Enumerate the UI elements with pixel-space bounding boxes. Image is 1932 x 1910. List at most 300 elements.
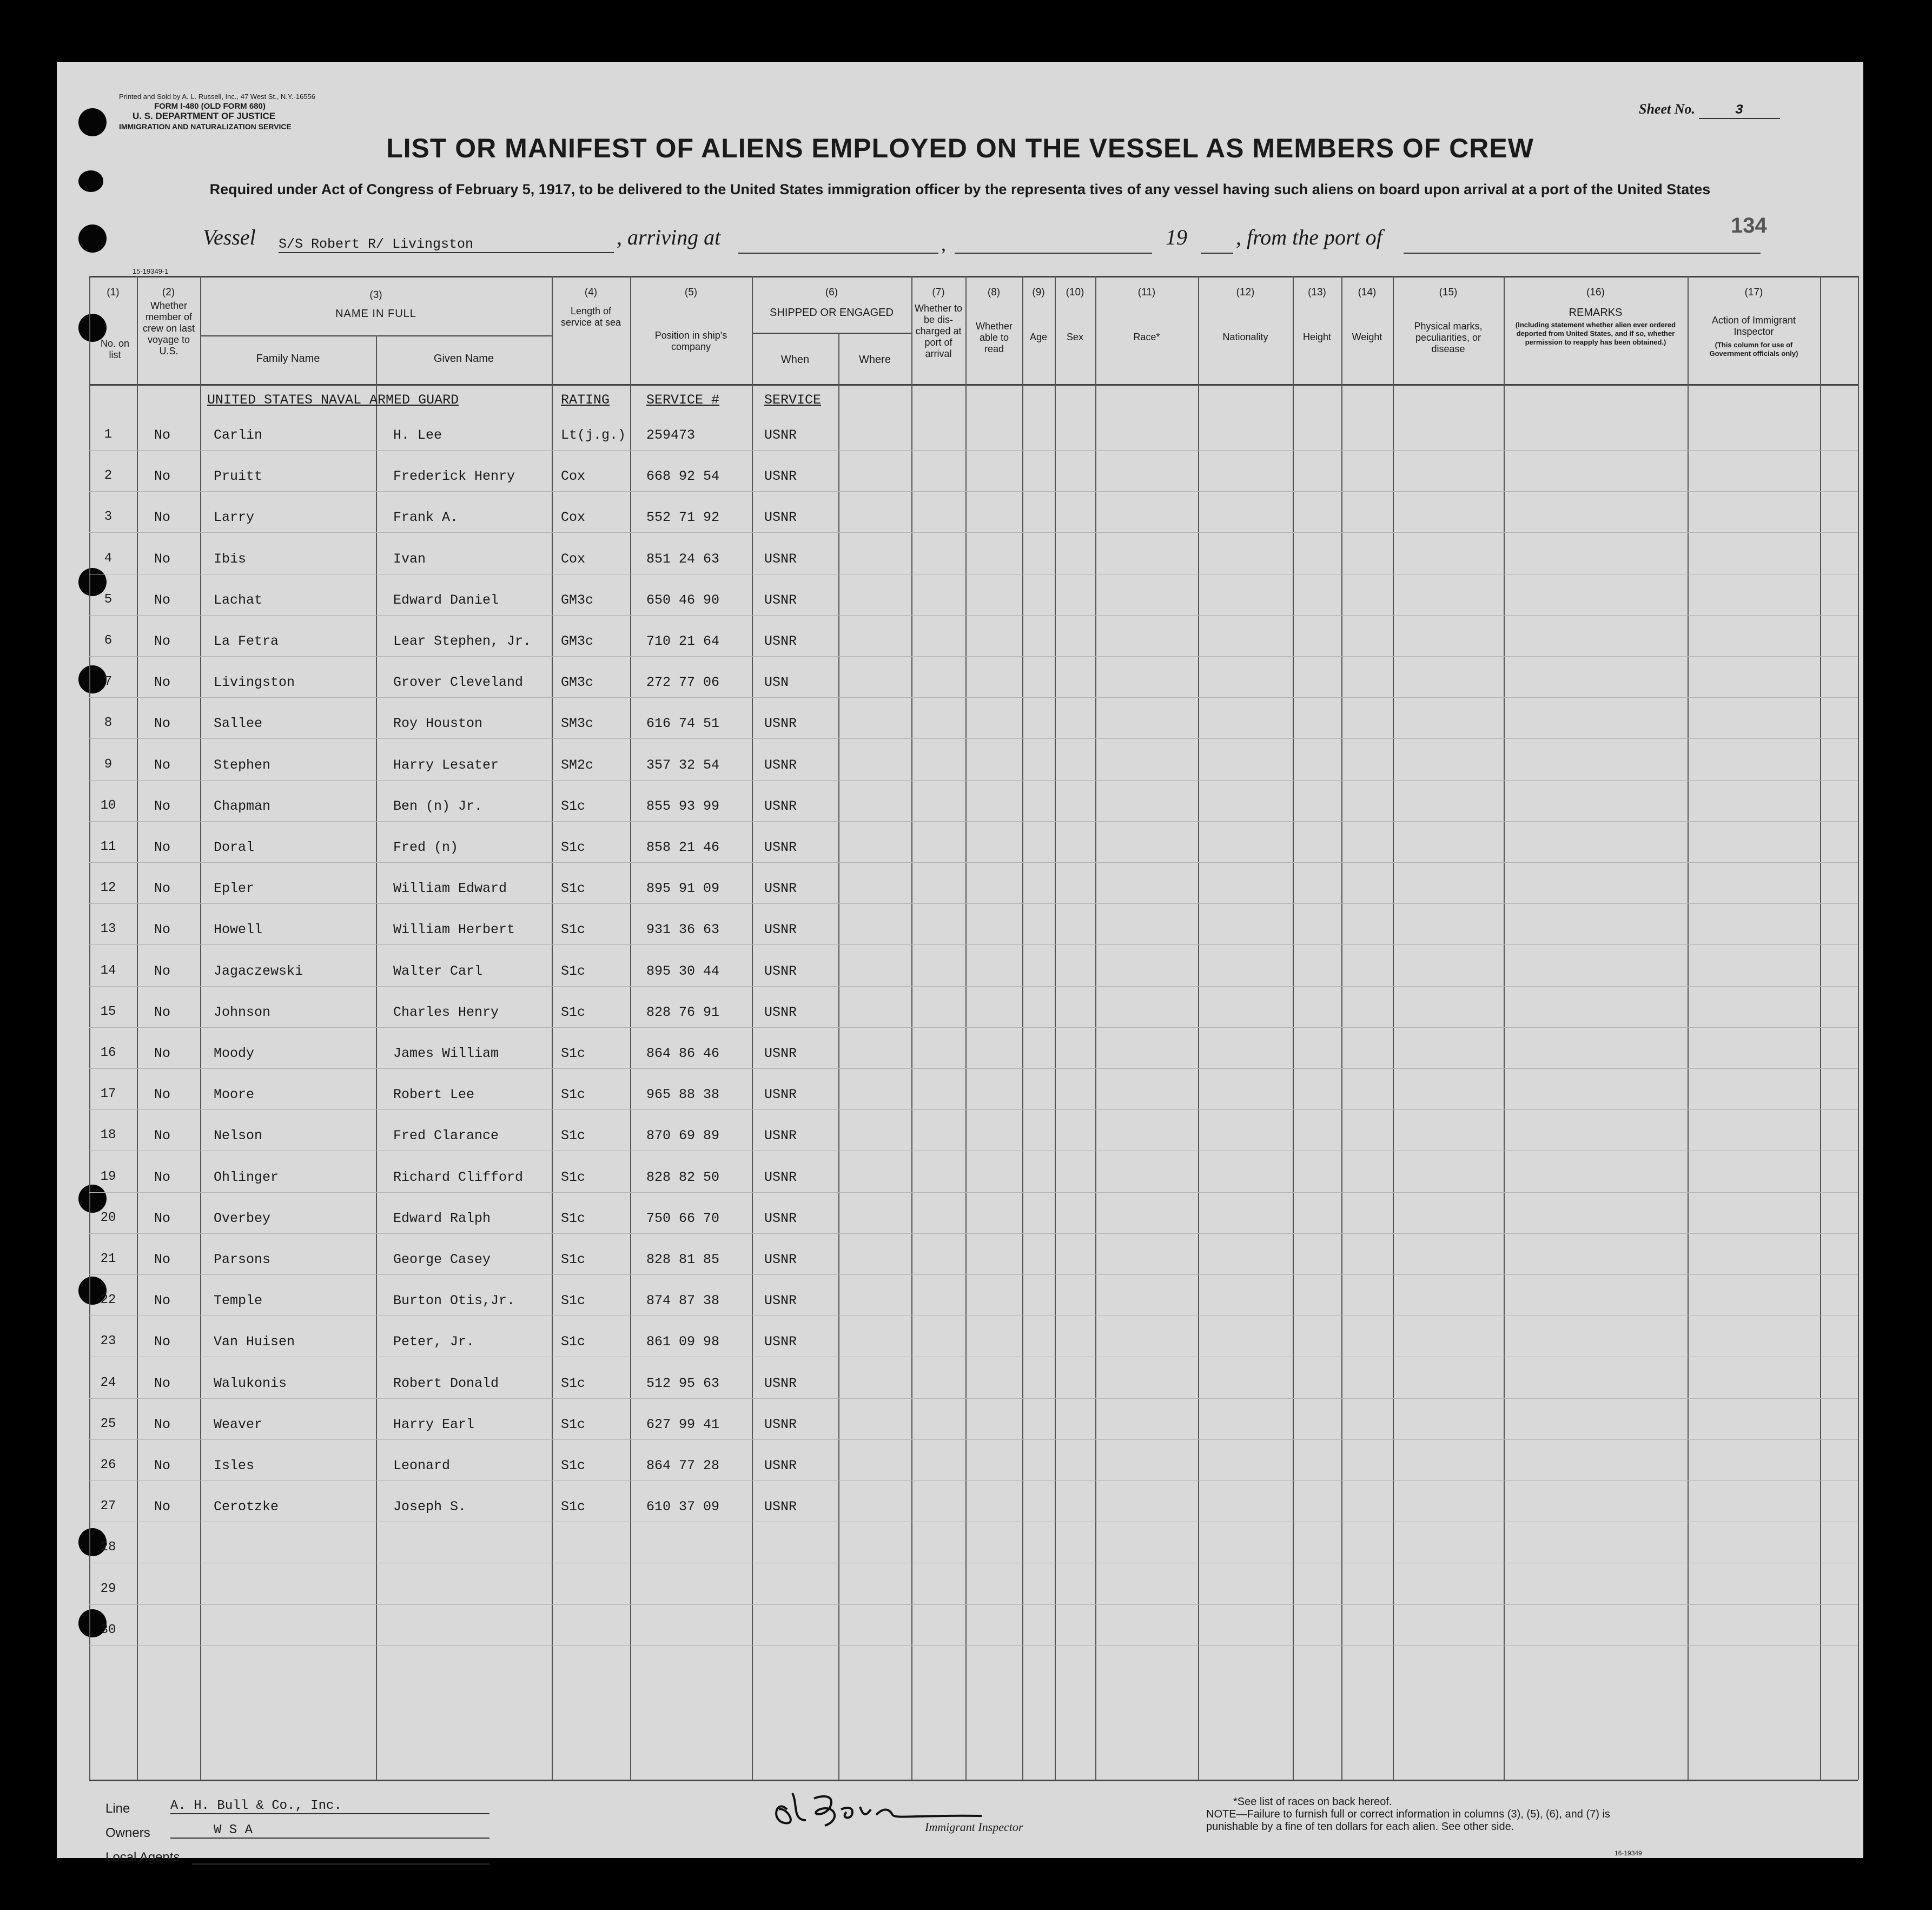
col17-sublabel: (This column for use of Government officials only) bbox=[1709, 341, 1798, 358]
service-branch: USNR bbox=[764, 716, 797, 732]
row-number: 2 bbox=[104, 468, 113, 484]
row-rule bbox=[89, 1439, 1858, 1440]
given-name: Burton Otis,Jr. bbox=[393, 1293, 515, 1309]
row-rule bbox=[89, 738, 1858, 739]
service-number: 259473 bbox=[646, 427, 696, 443]
line-label: Line bbox=[105, 1801, 130, 1816]
service-branch: USNR bbox=[764, 1375, 797, 1391]
col1-number: (1) bbox=[107, 287, 120, 298]
column-divider bbox=[1198, 276, 1199, 1780]
crew-last-voyage: No bbox=[154, 1293, 171, 1309]
column-divider bbox=[1393, 276, 1394, 1780]
column-divider bbox=[1022, 276, 1023, 1780]
col4-label: Length of service at sea bbox=[560, 306, 621, 328]
from-port-label: , from the port of bbox=[1236, 225, 1382, 249]
local-agents-label: Local Agents bbox=[105, 1850, 180, 1865]
row-number: 30 bbox=[100, 1622, 116, 1637]
row-rule bbox=[89, 450, 1858, 451]
column-divider bbox=[1688, 276, 1689, 1780]
row-number: 27 bbox=[100, 1499, 116, 1514]
owners-label: Owners bbox=[105, 1826, 150, 1840]
service-branch: USNR bbox=[764, 592, 797, 608]
crew-last-voyage: No bbox=[154, 922, 171, 938]
row-number: 14 bbox=[100, 963, 116, 978]
row-number: 21 bbox=[100, 1252, 116, 1266]
col13-label: Height bbox=[1302, 332, 1332, 342]
given-name: Frederick Henry bbox=[393, 468, 515, 485]
crew-last-voyage: No bbox=[154, 716, 171, 732]
arriving-port-field bbox=[738, 253, 938, 254]
crew-last-voyage: No bbox=[154, 798, 171, 814]
row-number: 1 bbox=[104, 427, 113, 442]
column-divider bbox=[1293, 276, 1294, 1780]
rating: S1c bbox=[561, 881, 586, 897]
col17-number: (17) bbox=[1744, 287, 1763, 298]
page-stamp: 134 bbox=[1731, 214, 1767, 237]
column-divider bbox=[752, 276, 753, 1780]
sheet-label: Sheet No. bbox=[1639, 101, 1695, 117]
col13-number: (13) bbox=[1308, 287, 1326, 298]
crew-last-voyage: No bbox=[154, 1087, 171, 1103]
service-number: 870 69 89 bbox=[646, 1128, 720, 1144]
row-number: 11 bbox=[100, 840, 116, 854]
given-name: Walter Carl bbox=[393, 963, 483, 979]
rating: Cox bbox=[561, 468, 586, 485]
family-name: Temple bbox=[214, 1293, 263, 1309]
col11-number: (11) bbox=[1137, 287, 1156, 298]
family-name-header: Family Name bbox=[256, 353, 320, 365]
crew-last-voyage: No bbox=[154, 1252, 171, 1267]
service-branch: USNR bbox=[764, 922, 797, 938]
row-number: 26 bbox=[100, 1458, 116, 1472]
given-name: Edward Daniel bbox=[393, 592, 499, 608]
service-branch: USNR bbox=[764, 468, 797, 485]
row-rule bbox=[89, 656, 1858, 657]
given-name: Fred (n) bbox=[393, 840, 459, 855]
local-agents-field bbox=[192, 1863, 489, 1865]
col9-number: (9) bbox=[1032, 287, 1045, 298]
column-divider bbox=[1055, 276, 1056, 1780]
rating: S1c bbox=[561, 1334, 586, 1350]
crew-last-voyage: No bbox=[154, 592, 171, 608]
shipped-subheader-rule bbox=[752, 333, 911, 334]
given-name: Harry Lesater bbox=[393, 757, 499, 773]
family-name: Larry bbox=[214, 510, 255, 526]
given-name: Frank A. bbox=[393, 510, 459, 526]
service-branch: USNR bbox=[764, 1458, 797, 1473]
family-name: Sallee bbox=[214, 716, 263, 732]
rating: S1c bbox=[561, 1252, 586, 1267]
crew-last-voyage: No bbox=[154, 1004, 171, 1020]
given-name: George Casey bbox=[393, 1252, 491, 1267]
rating: GM3c bbox=[561, 592, 594, 608]
family-name: La Fetra bbox=[214, 633, 279, 649]
crew-last-voyage: No bbox=[154, 963, 171, 979]
service-branch: USNR bbox=[764, 840, 797, 855]
service-branch: USNR bbox=[764, 1128, 797, 1144]
rating: S1c bbox=[561, 1046, 586, 1061]
row-rule bbox=[89, 862, 1858, 863]
row-number: 17 bbox=[100, 1087, 116, 1102]
service-number: 668 92 54 bbox=[646, 468, 720, 485]
given-name: Ivan bbox=[393, 551, 426, 567]
rating: Cox bbox=[561, 510, 586, 526]
sheet-number-label bbox=[1639, 101, 1780, 119]
family-name: Weaver bbox=[214, 1416, 263, 1432]
service-number: 855 93 99 bbox=[646, 798, 720, 814]
family-name: Ibis bbox=[214, 551, 247, 567]
row-number: 16 bbox=[100, 1046, 116, 1060]
comma-separator: , bbox=[941, 233, 946, 255]
service-branch: USNR bbox=[764, 1046, 797, 1061]
service-branch: USNR bbox=[764, 1334, 797, 1350]
rating: S1c bbox=[561, 1458, 586, 1473]
service-branch: USNR bbox=[764, 427, 797, 443]
col15-label: Physical marks, peculiarities, or disease bbox=[1414, 321, 1483, 354]
row-rule bbox=[89, 1645, 1858, 1646]
year-field bbox=[1201, 253, 1233, 254]
family-name: Ohlinger bbox=[214, 1169, 279, 1185]
crew-last-voyage: No bbox=[154, 1210, 171, 1226]
family-name: Doral bbox=[214, 840, 255, 855]
crew-last-voyage: No bbox=[154, 1499, 171, 1515]
given-name: Fred Clarance bbox=[393, 1128, 499, 1144]
service-number: 828 81 85 bbox=[646, 1252, 720, 1267]
service-number: 895 30 44 bbox=[646, 963, 720, 979]
rating: S1c bbox=[561, 1293, 586, 1309]
given-name: Robert Lee bbox=[393, 1087, 475, 1103]
row-number: 24 bbox=[100, 1375, 116, 1390]
family-name: Livingston bbox=[214, 675, 295, 691]
rating-heading: RATING bbox=[561, 392, 610, 408]
page-title: LIST OR MANIFEST OF ALIENS EMPLOYED ON THE VESSEL AS MEMBERS OF CREW bbox=[386, 133, 1534, 163]
given-name: Harry Earl bbox=[393, 1416, 475, 1432]
rating: S1c bbox=[561, 840, 586, 855]
row-rule bbox=[89, 491, 1858, 492]
column-divider bbox=[630, 276, 631, 1780]
unit-heading: UNITED STATES NAVAL ARMED GUARD bbox=[207, 392, 459, 408]
service-number: 861 09 98 bbox=[646, 1334, 720, 1350]
given-name: Joseph S. bbox=[393, 1499, 467, 1515]
service-heading: SERVICE bbox=[764, 392, 822, 408]
service-branch: USNR bbox=[764, 963, 797, 979]
given-name: Robert Donald bbox=[393, 1375, 499, 1391]
service-number: 710 21 64 bbox=[646, 633, 720, 649]
row-number: 7 bbox=[104, 675, 113, 690]
family-name: Nelson bbox=[214, 1128, 263, 1144]
line-value: A. H. Bull & Co., Inc. bbox=[170, 1799, 489, 1814]
rating: S1c bbox=[561, 1416, 586, 1432]
header-bottom-border bbox=[89, 384, 1858, 386]
rating: GM3c bbox=[561, 633, 594, 649]
col16-number: (16) bbox=[1586, 287, 1605, 298]
row-rule bbox=[89, 903, 1858, 904]
service-number: 931 36 63 bbox=[646, 922, 720, 938]
col10-label: Sex bbox=[1066, 332, 1084, 342]
printer-line: Printed and Sold by A. L. Russell, Inc., 47 West St., N.Y.-16556 bbox=[119, 92, 315, 101]
row-rule bbox=[89, 1068, 1858, 1069]
family-name: Howell bbox=[214, 922, 263, 938]
row-rule bbox=[89, 986, 1858, 987]
owners-value: W S A bbox=[170, 1823, 489, 1839]
row-number: 5 bbox=[104, 592, 113, 607]
row-number: 3 bbox=[104, 510, 113, 525]
penalty-note: NOTE—Failure to furnish full or correct information in columns (3), (5), (6), and (7) is punishable by a fine of ten dollars for each alien. See other side. bbox=[1206, 1808, 1610, 1833]
given-name: William Edward bbox=[393, 881, 507, 897]
crew-last-voyage: No bbox=[154, 427, 171, 443]
service-number: 616 74 51 bbox=[646, 716, 720, 732]
family-name: Chapman bbox=[214, 798, 271, 814]
col14-label: Weight bbox=[1352, 332, 1382, 342]
column-divider bbox=[965, 276, 967, 1780]
crew-last-voyage: No bbox=[154, 1169, 171, 1185]
col5-label: Position in ship's company bbox=[654, 330, 727, 352]
col6-label: SHIPPED OR ENGAGED bbox=[770, 307, 894, 319]
col7-number: (7) bbox=[932, 287, 945, 298]
col5-number: (5) bbox=[684, 287, 698, 298]
vessel-label: Vessel bbox=[203, 225, 256, 249]
row-rule bbox=[89, 1109, 1858, 1110]
row-rule bbox=[89, 1233, 1858, 1234]
service-number-heading: SERVICE # bbox=[646, 392, 720, 408]
crew-last-voyage: No bbox=[154, 510, 171, 526]
service-branch: USNR bbox=[764, 1004, 797, 1020]
service-number: 874 87 38 bbox=[646, 1293, 720, 1309]
service-number: 357 32 54 bbox=[646, 757, 720, 773]
col12-number: (12) bbox=[1236, 287, 1255, 298]
given-name: James William bbox=[393, 1046, 499, 1061]
service-branch: USNR bbox=[764, 1169, 797, 1185]
col16-label: REMARKS bbox=[1569, 307, 1623, 319]
row-number: 20 bbox=[100, 1210, 116, 1225]
given-name: Grover Cleveland bbox=[393, 675, 524, 691]
rating: S1c bbox=[561, 1210, 586, 1226]
family-name: Jagaczewski bbox=[214, 963, 303, 979]
given-name: H. Lee bbox=[393, 427, 442, 443]
crew-last-voyage: No bbox=[154, 633, 171, 649]
column-divider bbox=[137, 276, 138, 1780]
family-name: Van Huisen bbox=[214, 1334, 295, 1350]
family-name: Epler bbox=[214, 881, 255, 897]
family-name: Stephen bbox=[214, 757, 271, 773]
crew-last-voyage: No bbox=[154, 1046, 171, 1061]
shipped-when-header: When bbox=[780, 354, 810, 366]
service-number: 864 86 46 bbox=[646, 1046, 720, 1061]
col4-number: (4) bbox=[584, 287, 598, 298]
races-note: *See list of races on back hereof. bbox=[1233, 1796, 1392, 1808]
service-branch: USNR bbox=[764, 798, 797, 814]
column-divider bbox=[200, 276, 201, 1780]
given-name-header: Given Name bbox=[433, 353, 494, 365]
column-divider bbox=[89, 276, 90, 1780]
service-branch: USNR bbox=[764, 510, 797, 526]
service-branch: USNR bbox=[764, 881, 797, 897]
service-branch: USNR bbox=[764, 633, 797, 649]
table-top-border bbox=[89, 276, 1858, 277]
service-branch: USNR bbox=[764, 1210, 797, 1226]
crew-last-voyage: No bbox=[154, 1128, 171, 1144]
service-branch: USNR bbox=[764, 1293, 797, 1309]
row-rule bbox=[89, 532, 1858, 533]
col2-label: Whether member of crew on last voyage to U.S. bbox=[142, 300, 195, 356]
form-code-left: 15-19349-1 bbox=[133, 267, 169, 275]
col3-label: NAME IN FULL bbox=[335, 308, 416, 320]
service-branch: USNR bbox=[764, 757, 797, 773]
shipped-where-header: Where bbox=[859, 354, 891, 366]
service-number: 627 99 41 bbox=[646, 1416, 720, 1432]
rating: S1c bbox=[561, 1004, 586, 1020]
service-number: 851 24 63 bbox=[646, 551, 720, 567]
rating: S1c bbox=[561, 1128, 586, 1144]
crew-last-voyage: No bbox=[154, 551, 171, 567]
rating: S1c bbox=[561, 922, 586, 938]
column-divider bbox=[1858, 276, 1859, 1780]
col12-label: Nationality bbox=[1222, 332, 1268, 342]
service-number: 552 71 92 bbox=[646, 510, 720, 526]
row-number: 29 bbox=[100, 1581, 116, 1596]
family-name: Carlin bbox=[214, 427, 263, 443]
col15-number: (15) bbox=[1439, 287, 1458, 298]
col8-number: (8) bbox=[987, 287, 1001, 298]
rating: S1c bbox=[561, 1375, 586, 1391]
row-rule bbox=[89, 697, 1858, 698]
crew-last-voyage: No bbox=[154, 840, 171, 855]
col7-label: Whether to be dis-charged at port of arrival bbox=[914, 303, 963, 359]
rating: S1c bbox=[561, 1087, 586, 1103]
row-number: 19 bbox=[100, 1169, 116, 1184]
family-name: Pruitt bbox=[214, 468, 263, 485]
crew-last-voyage: No bbox=[154, 757, 171, 773]
family-name: Moore bbox=[214, 1087, 255, 1103]
row-rule bbox=[89, 1274, 1858, 1275]
family-name: Walukonis bbox=[214, 1375, 287, 1391]
col9-label: Age bbox=[1029, 332, 1048, 342]
given-name: Richard Clifford bbox=[393, 1169, 524, 1185]
crew-last-voyage: No bbox=[154, 675, 171, 691]
service-branch: USNR bbox=[764, 1416, 797, 1432]
arriving-date-field bbox=[955, 253, 1152, 254]
given-name: Charles Henry bbox=[393, 1004, 499, 1020]
family-name: Overbey bbox=[214, 1210, 271, 1226]
manifest-sheet bbox=[57, 62, 1863, 1865]
row-rule bbox=[89, 615, 1858, 616]
row-number: 6 bbox=[104, 633, 113, 648]
col10-number: (10) bbox=[1066, 287, 1084, 298]
department: U. S. DEPARTMENT OF JUSTICE bbox=[133, 111, 276, 121]
punch-hole bbox=[78, 224, 107, 253]
row-number: 13 bbox=[100, 922, 116, 937]
punch-hole bbox=[78, 1185, 107, 1213]
col8-label: Whether able to read bbox=[975, 321, 1013, 354]
family-name: Moody bbox=[214, 1046, 255, 1061]
family-name: Cerotzke bbox=[214, 1499, 279, 1515]
rating: S1c bbox=[561, 798, 586, 814]
given-name: Peter, Jr. bbox=[393, 1334, 475, 1350]
crew-last-voyage: No bbox=[154, 881, 171, 897]
vessel-name: S/S Robert R/ Livingston bbox=[279, 236, 614, 253]
given-name: William Herbert bbox=[393, 922, 515, 938]
service-number: 965 88 38 bbox=[646, 1087, 720, 1103]
crew-last-voyage: No bbox=[154, 1334, 171, 1350]
col3-number: (3) bbox=[369, 289, 382, 301]
row-rule bbox=[89, 1192, 1858, 1193]
service-number: 858 21 46 bbox=[646, 840, 720, 855]
crew-last-voyage: No bbox=[154, 1416, 171, 1432]
row-number: 4 bbox=[104, 551, 113, 566]
year-label: 19 bbox=[1166, 225, 1187, 249]
column-divider bbox=[1504, 276, 1505, 1780]
row-rule bbox=[89, 1398, 1858, 1399]
column-divider bbox=[1095, 276, 1096, 1780]
service-name: IMMIGRATION AND NATURALIZATION SERVICE bbox=[119, 122, 292, 131]
row-number: 15 bbox=[100, 1004, 116, 1019]
given-name: Roy Houston bbox=[393, 716, 483, 732]
service-number: 828 82 50 bbox=[646, 1169, 720, 1185]
family-name: Johnson bbox=[214, 1004, 271, 1020]
row-rule bbox=[89, 780, 1858, 781]
service-number: 895 91 09 bbox=[646, 881, 720, 897]
service-number: 864 77 28 bbox=[646, 1458, 720, 1473]
rating: Cox bbox=[561, 551, 586, 567]
crew-last-voyage: No bbox=[154, 468, 171, 485]
rating: GM3c bbox=[561, 675, 594, 691]
inspector-label: Immigrant Inspector bbox=[925, 1820, 1023, 1834]
given-name: Edward Ralph bbox=[393, 1210, 491, 1226]
rating: Lt(j.g.) bbox=[561, 427, 626, 443]
row-number: 23 bbox=[100, 1334, 116, 1349]
rating: SM2c bbox=[561, 757, 594, 773]
given-name: Leonard bbox=[393, 1458, 451, 1473]
row-number: 28 bbox=[100, 1540, 116, 1555]
row-number: 18 bbox=[100, 1128, 116, 1143]
page-subtitle: Required under Act of Congress of February 5, 1917, to be delivered to the United States immigration officer by the representa tives of any vessel having such aliens on board upon arrival at a port of the United States bbox=[209, 181, 1711, 197]
row-number: 10 bbox=[100, 798, 116, 813]
service-branch: USN bbox=[764, 675, 789, 691]
service-number: 512 95 63 bbox=[646, 1375, 720, 1391]
col17-label: Action of Immigrant Inspector bbox=[1711, 315, 1796, 337]
rating: S1c bbox=[561, 963, 586, 979]
col6-number: (6) bbox=[825, 287, 838, 298]
form-number: FORM I-480 (OLD FORM 680) bbox=[154, 102, 266, 111]
row-number: 9 bbox=[104, 757, 113, 772]
col11-label: Race* bbox=[1133, 332, 1160, 342]
crew-last-voyage: No bbox=[154, 1458, 171, 1473]
col16-sublabel: (Including statement whether alien ever ordered deported from United States, and if so, whether permission to reapply has been obtained.) bbox=[1515, 321, 1676, 346]
row-number: 12 bbox=[100, 881, 116, 896]
service-number: 272 77 06 bbox=[646, 675, 720, 691]
column-divider bbox=[1341, 276, 1342, 1780]
row-rule bbox=[89, 821, 1858, 822]
service-number: 828 76 91 bbox=[646, 1004, 720, 1020]
family-name: Lachat bbox=[214, 592, 263, 608]
service-number: 750 66 70 bbox=[646, 1210, 720, 1226]
row-number: 8 bbox=[104, 716, 113, 731]
sheet-number: 3 bbox=[1699, 102, 1780, 119]
crew-last-voyage: No bbox=[154, 1375, 171, 1391]
row-rule bbox=[89, 944, 1858, 945]
family-name: Isles bbox=[214, 1458, 255, 1473]
service-branch: USNR bbox=[764, 1499, 797, 1515]
service-branch: USNR bbox=[764, 1087, 797, 1103]
col2-number: (2) bbox=[162, 287, 175, 298]
from-port-field bbox=[1404, 253, 1761, 254]
column-divider bbox=[1820, 276, 1821, 1780]
col14-number: (14) bbox=[1358, 287, 1377, 298]
column-divider bbox=[552, 276, 553, 1780]
row-rule bbox=[89, 1604, 1858, 1605]
row-number: 22 bbox=[100, 1293, 116, 1308]
col1-label: No. on list bbox=[100, 338, 130, 360]
